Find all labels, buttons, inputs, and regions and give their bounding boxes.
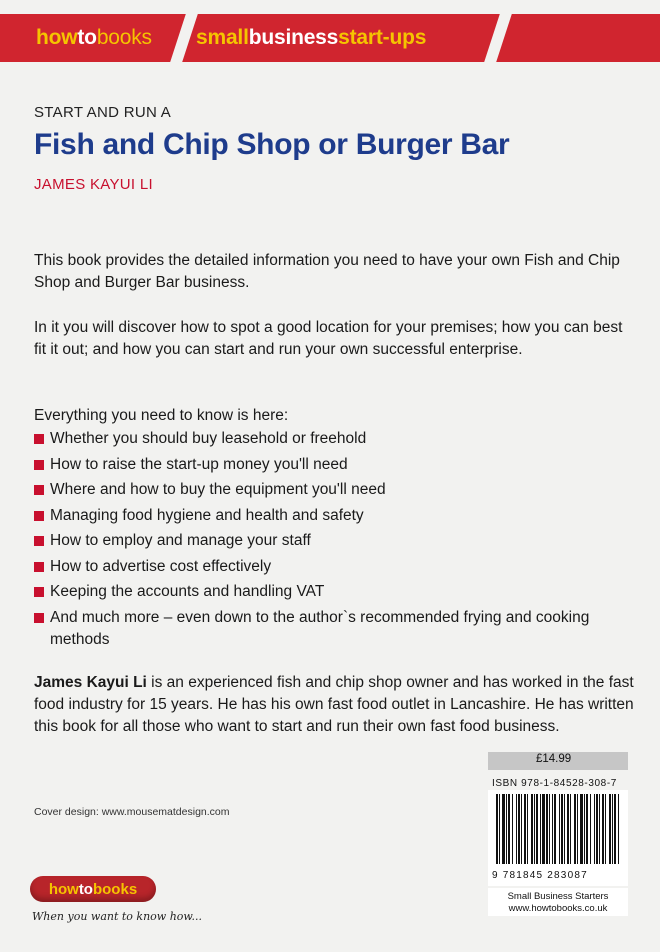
author-bio-text: is an experienced fish and chip shop owner and has worked in the fast food industry for 15 years. He has his own fast food outlet in Lancashire. He has written this book for all those who want to start and run their own fast food business. [34,674,634,735]
isbn-label: ISBN 978-1-84528-308-7 [492,778,617,789]
bullet-square-icon [34,460,44,470]
publisher-logo: howtobooks [30,876,156,902]
bullet-square-icon [34,434,44,444]
list-item: Whether you should buy leasehold or freehold [34,428,634,450]
list-item: Keeping the accounts and handling VAT [34,581,634,603]
book-title: Fish and Chip Shop or Burger Bar [34,128,510,161]
book-author: JAMES KAYUI LI [34,176,153,193]
cover-credit: Cover design: www.mousematdesign.com [34,806,230,818]
description-paragraph-2: In it you will discover how to spot a good location for your premises; how you can best fit it out; and how you can start and run your own successful enterprise. [34,319,623,358]
bullet-square-icon [34,536,44,546]
bullet-square-icon [34,562,44,572]
list-item: And much more – even down to the author`s recommended frying and cooking methods [34,607,634,651]
price-label: £14.99 [536,753,572,765]
list-item: How to raise the start-up money you'll need [34,454,634,476]
series-label-howtobooks: howtobooks [36,26,152,49]
bullet-square-icon [34,587,44,597]
feature-list [34,428,634,654]
list-item: How to advertise cost effectively [34,556,634,578]
author-bio-name: James Kayui Li [34,674,147,691]
bullet-square-icon [34,511,44,521]
bullet-square-icon [34,485,44,495]
publisher-website: www.howtobooks.co.uk [508,903,608,914]
description-paragraph-1: This book provides the detailed information you need to have your own Fish and Chip Shop and Burger Bar business. [34,252,620,291]
category-label: Small Business Starters [507,891,609,902]
title-kicker: START AND RUN A [34,104,172,121]
barcode-icon [488,790,628,870]
bullet-square-icon [34,613,44,623]
series-label-small-business: smallbusinessstart-ups [196,26,427,49]
list-item: Where and how to buy the equipment you'll need [34,479,634,501]
author-bio [34,672,634,738]
barcode-number: 9 781845 283087 [492,870,588,881]
list-item: How to employ and manage your staff [34,530,634,552]
list-intro: Everything you need to know is here: [34,407,289,424]
publisher-tagline: When you want to know how... [32,910,203,923]
header-banner [0,0,660,64]
list-item: Managing food hygiene and health and safety [34,505,634,527]
